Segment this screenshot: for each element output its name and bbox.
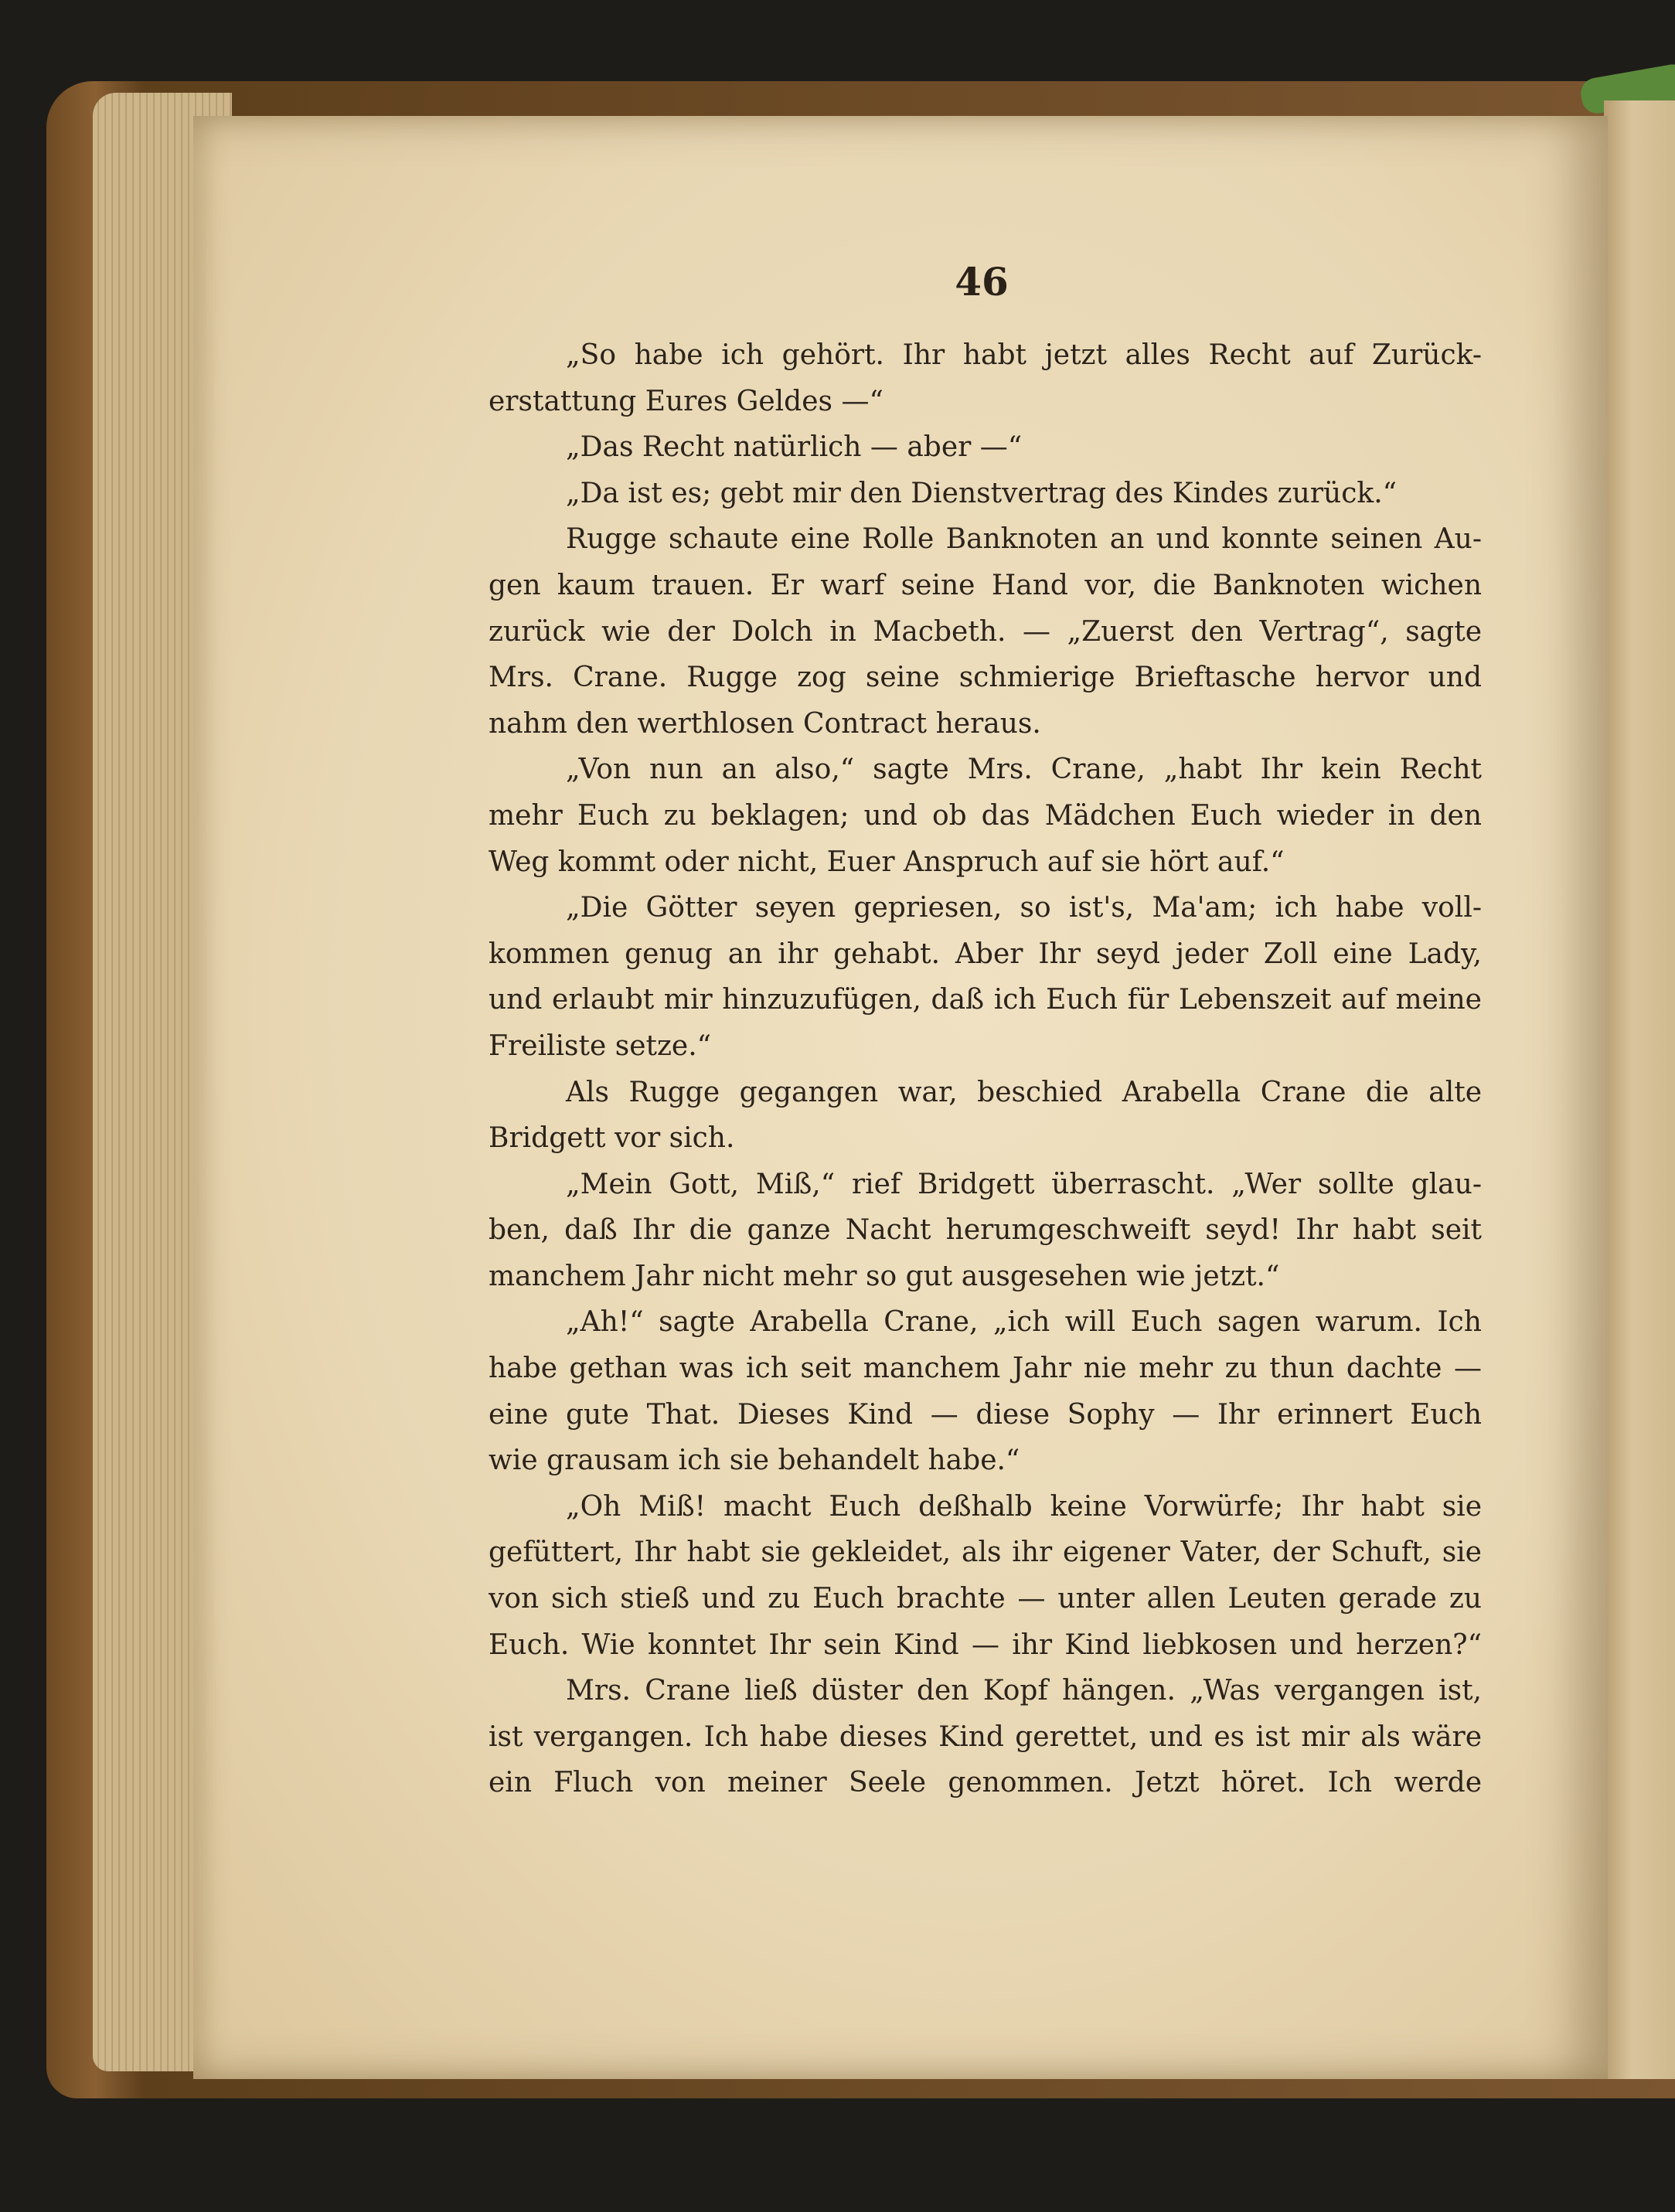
text-line: „Das Recht natürlich — aber —“ [566,431,1023,464]
text-line: Bridgett vor sich. [489,1122,735,1155]
body-text [489,332,1482,1806]
text-line: Als Rugge gegangen war, beschied Arabella Crane die alte [566,1076,1482,1108]
text-line: Euch. Wie konntet Ihr sein Kind — ihr Kind liebkosen und herzen?“ [489,1628,1482,1661]
text-line: „Von nun an also,“ sagte Mrs. Crane, „habt Ihr kein Recht [566,754,1482,786]
text-line: eine gute That. Dieses Kind — diese Sophy — Ihr erinnert Euch [489,1398,1482,1431]
text-line: erstattung Eures Geldes —“ [489,385,883,417]
text-line: Mrs. Crane. Rugge zog seine schmierige Brieftasche hervor und [489,662,1482,694]
text-line: „Da ist es; gebt mir den Dienstvertrag des Kindes zurück.“ [566,477,1398,509]
text-line: gen kaum trauen. Er warf seine Hand vor, die Banknoten wichen [489,569,1482,601]
text-line: Weg kommt oder nicht, Euer Anspruch auf sie hört auf.“ [489,846,1285,878]
text-line: zurück wie der Dolch in Macbeth. — „Zuerst den Vertrag“, sagte [489,615,1482,648]
text-line: kommen genug an ihr gehabt. Aber Ihr seyd jeder Zoll eine Lady, [489,938,1482,970]
text-line: ben, daß Ihr die ganze Nacht herumgeschweift seyd! Ihr habt seit [489,1214,1482,1247]
text-line: manchem Jahr nicht mehr so gut ausgesehen wie jetzt.“ [489,1260,1280,1292]
text-line: Freiliste setze.“ [489,1029,712,1062]
text-line: „Oh Miß! macht Euch deßhalb keine Vorwürfe; Ihr habt sie [566,1490,1482,1523]
page-number: 46 [955,259,1009,305]
text-line: mehr Euch zu beklagen; und ob das Mädchen Euch wieder in den [489,799,1482,832]
text-line: wie grausam ich sie behandelt habe.“ [489,1445,1020,1477]
text-line: „Die Götter seyen gepriesen, so ist's, Ma'am; ich habe voll- [566,892,1482,924]
text-line: habe gethan was ich seit manchem Jahr nie mehr zu thun dachte — [489,1353,1482,1385]
text-line: und erlaubt mir hinzuzufügen, daß ich Euch für Lebenszeit auf meine [489,984,1482,1016]
text-line: ist vergangen. Ich habe dieses Kind gerettet, und es ist mir als wäre [489,1720,1482,1753]
text-line: Mrs. Crane ließ düster den Kopf hängen. „Was vergangen ist, [566,1675,1482,1707]
text-line: „So habe ich gehört. Ihr habt jetzt alles Recht auf Zurück- [566,339,1482,371]
text-line: Rugge schaute eine Rolle Banknoten an und konnte seinen Au- [566,523,1482,556]
text-line: ein Fluch von meiner Seele genommen. Jetzt höret. Ich werde [489,1767,1482,1799]
text-line: nahm den werthlosen Contract heraus. [489,707,1041,740]
text-line: gefüttert, Ihr habt sie gekleidet, als ihr eigener Vater, der Schuft, sie [489,1536,1482,1569]
text-line: „Ah!“ sagte Arabella Crane, „ich will Euch sagen warum. Ich [566,1306,1482,1339]
facing-page-edge [1604,100,1675,2079]
text-line: von sich stieß und zu Euch brachte — unter allen Leuten gerade zu [489,1583,1482,1615]
text-line: „Mein Gott, Miß,“ rief Bridgett überrascht. „Wer sollte glau- [566,1168,1482,1200]
